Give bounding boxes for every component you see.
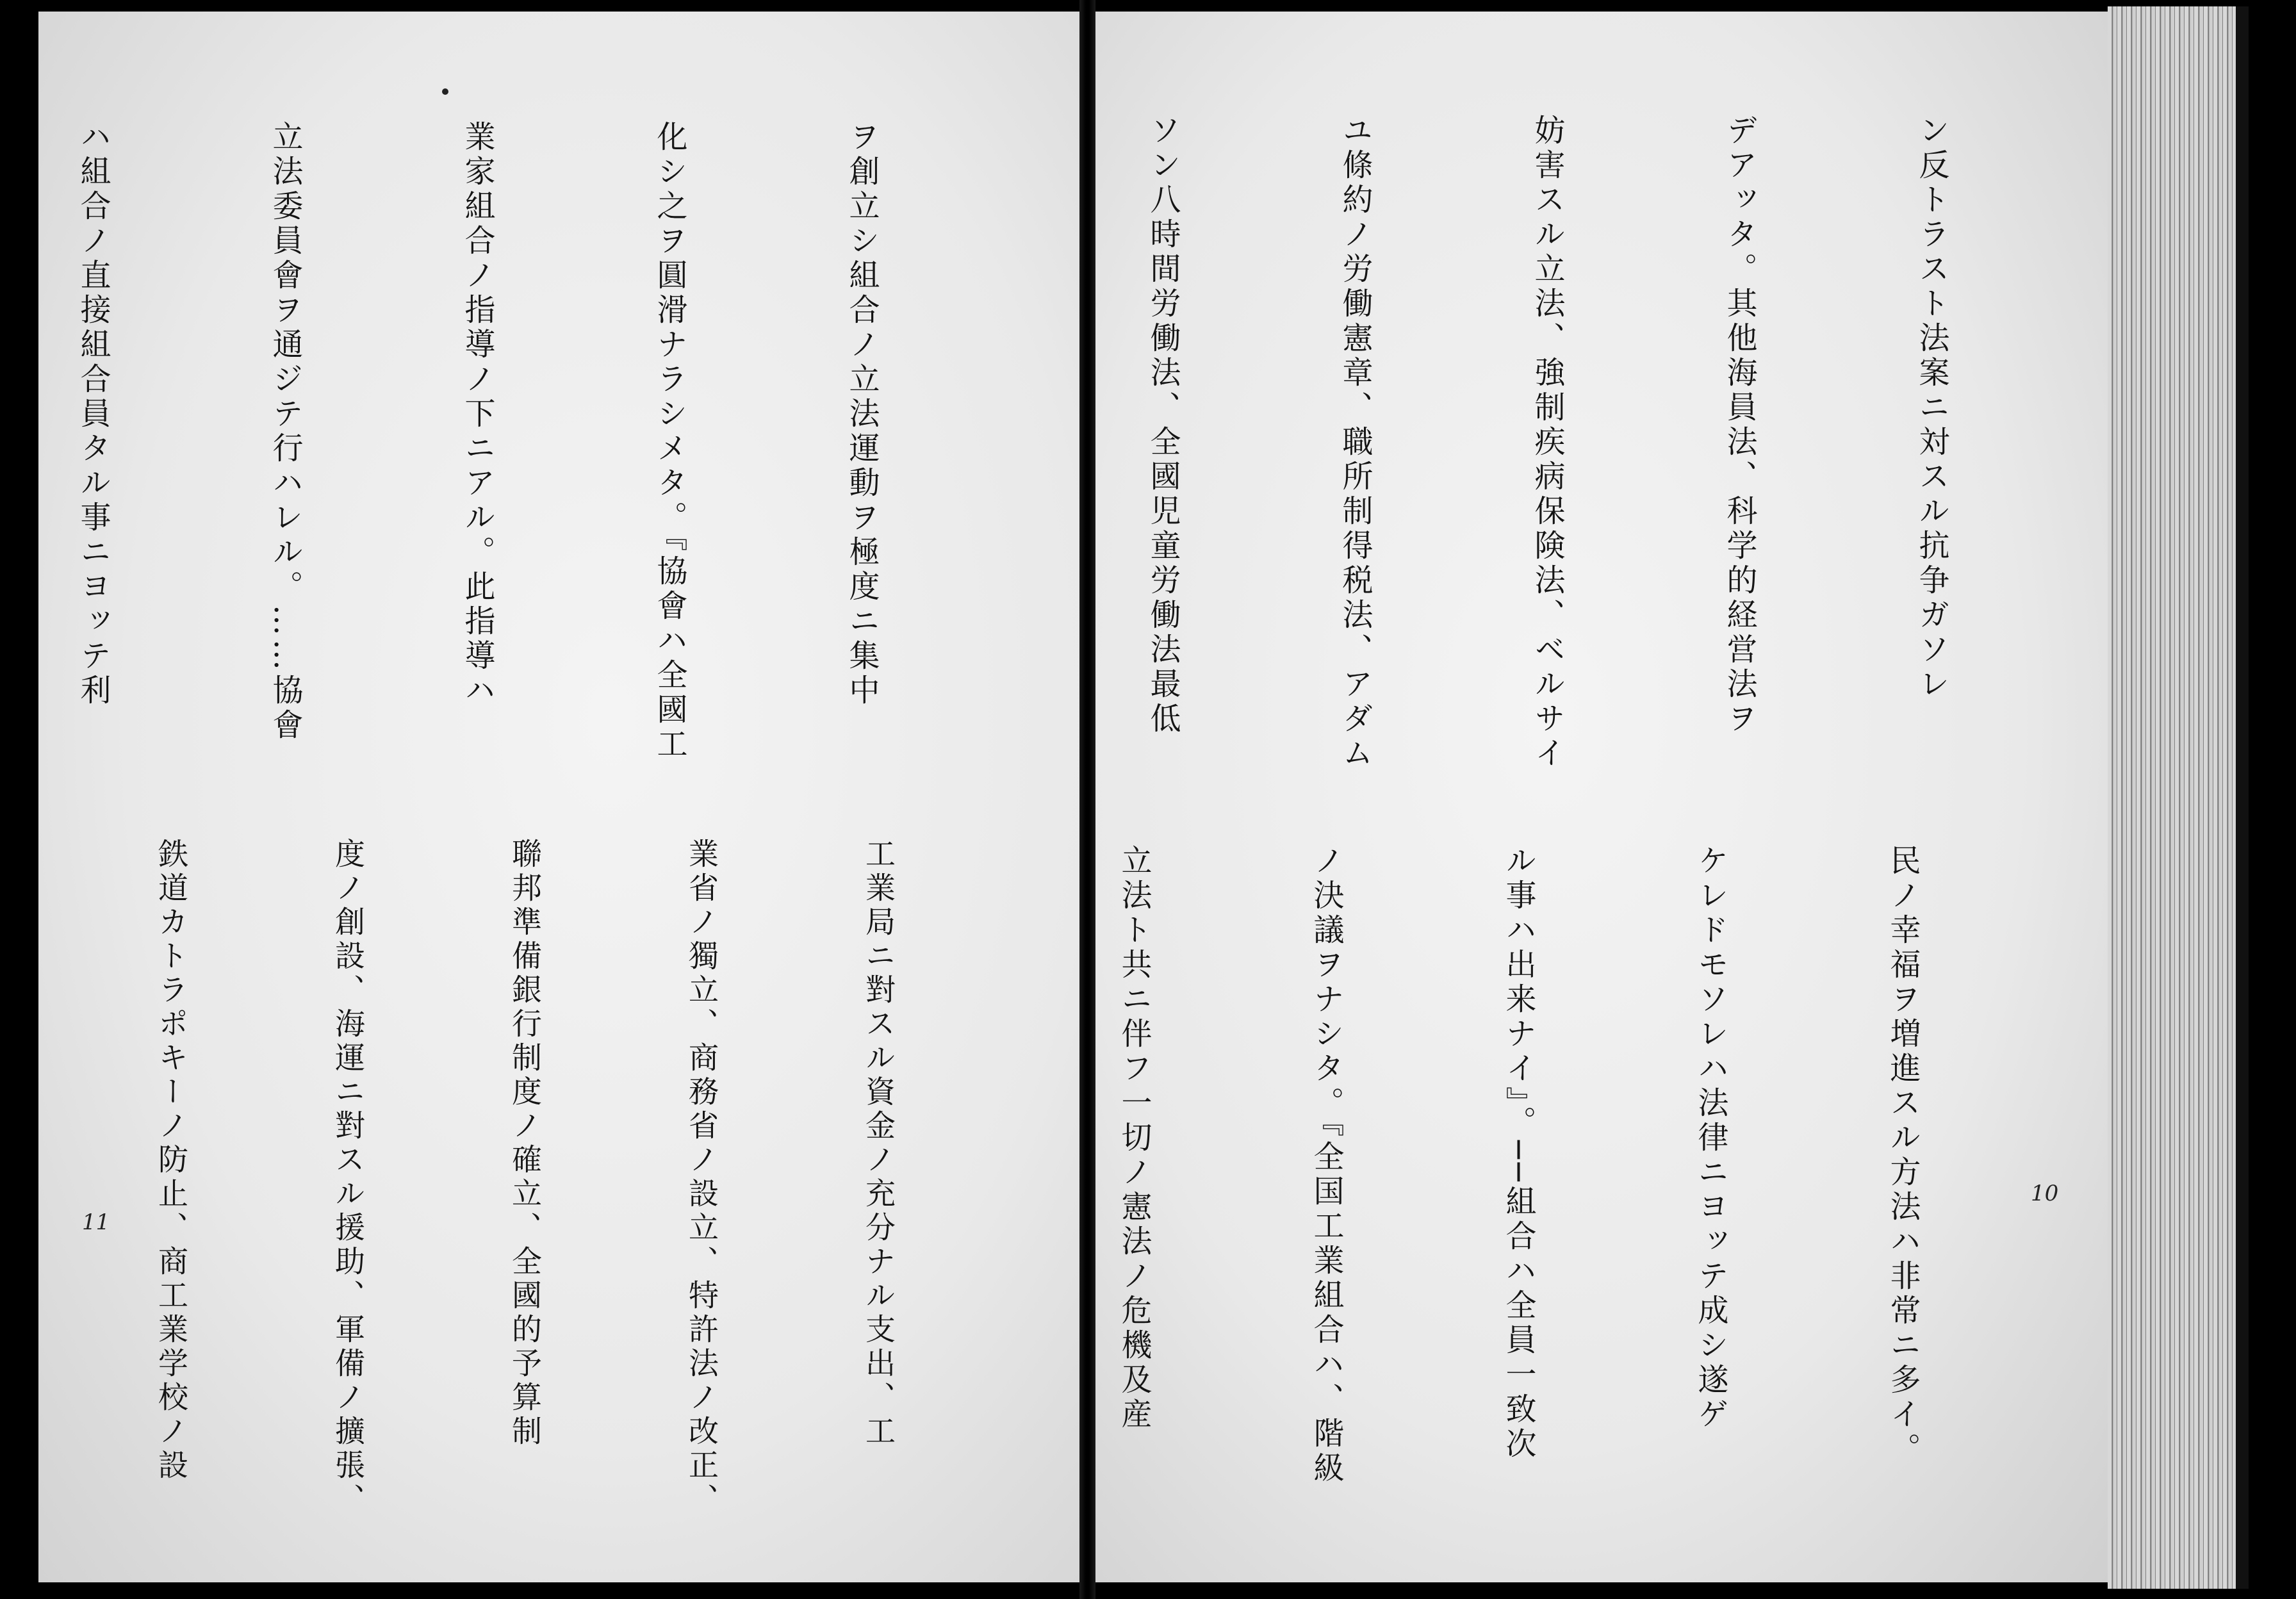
- text-column: 鉄道カトラポキーノ防止、商工業学校ノ設: [153, 838, 188, 1483]
- right-page-lower-text: [1116, 844, 2063, 1549]
- left-page-upper-text: [75, 120, 1022, 812]
- ink-speck: [442, 88, 448, 95]
- left-page-lower-text: [153, 838, 1025, 1530]
- text-column: ン反トラスト法案ニ対スル抗争ガソレ: [1914, 114, 1949, 702]
- text-column: ソン八時間労働法、全國児童労働法最低: [1145, 114, 1181, 737]
- text-column: ヲ創立シ組合ノ立法運動ヲ極度ニ集中: [844, 120, 880, 709]
- text-column: ハ組合ノ直接組合員タル事ニヨッテ利: [75, 120, 111, 709]
- text-column: 民ノ幸福ヲ増進スル方法ハ非常ニ多イ。: [1885, 844, 1921, 1467]
- text-column: ケレドモソレハ法律ニヨッテ成シ遂ゲ: [1693, 844, 1728, 1432]
- book-gutter: [1079, 0, 1095, 1599]
- text-column: デアッタ。其他海員法、科学的経営法ヲ: [1721, 114, 1757, 737]
- text-column: ユ條約ノ労働憲章、職所制得税法、アダム: [1337, 114, 1373, 771]
- right-page: [1095, 12, 2108, 1582]
- text-column: 妨害スル立法、強制疾病保険法、ベルサイ: [1529, 114, 1565, 771]
- text-column: 立法委員會ヲ通ジテ行ハレル。……協會: [267, 120, 303, 743]
- text-column: 立法ト共ニ伴フ一切ノ憲法ノ危機及産: [1116, 844, 1152, 1432]
- book-page-edges: [2108, 6, 2236, 1589]
- right-page-upper-text: [1131, 114, 2092, 819]
- text-column: 業家組合ノ指導ノ下ニアル。此指導ハ: [459, 120, 495, 709]
- text-column: 工業局ニ對スル資金ノ充分ナル支出、工: [860, 838, 896, 1449]
- left-page: [38, 12, 1079, 1582]
- text-column: 聯邦準備銀行制度ノ確立、全國的予算制: [507, 838, 542, 1449]
- page-number-right: 10: [2031, 1181, 2059, 1206]
- text-column: ル事ハ出来ナイ』。──組合ハ全員一致次: [1500, 844, 1536, 1462]
- page-number-left: 11: [82, 1210, 110, 1235]
- text-column: ノ決議ヲナシタ。『全国工業組合ハ、階級: [1308, 844, 1344, 1486]
- text-column: 度ノ創設、海運ニ對スル援助、軍備ノ擴張、: [330, 838, 365, 1517]
- text-column: 化シ之ヲ圓滑ナラシメタ。『協會ハ全國工: [652, 120, 687, 762]
- book-edge-shadow: [2236, 6, 2249, 1589]
- text-column: 業省ノ獨立、商務省ノ設立、特許法ノ改正、: [684, 838, 719, 1517]
